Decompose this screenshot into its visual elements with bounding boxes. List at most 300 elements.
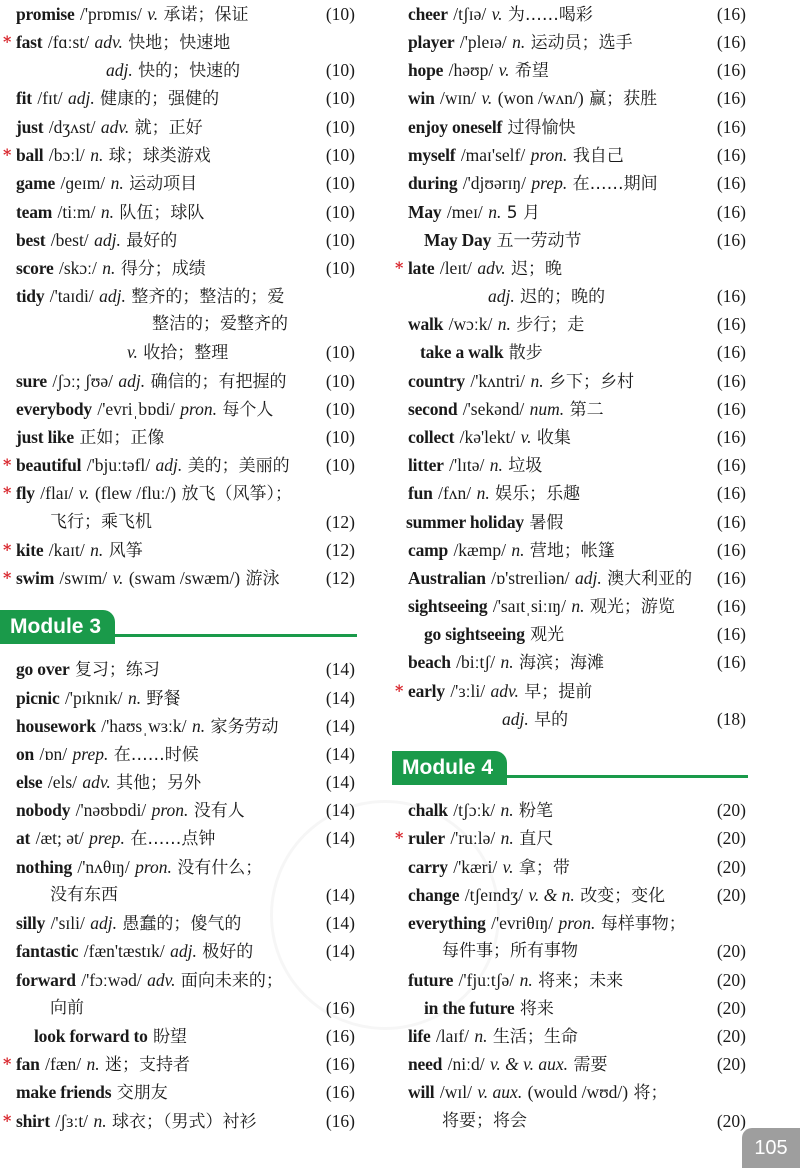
headword: take a walk <box>420 342 504 362</box>
headword: sure <box>16 371 47 391</box>
vocab-entry <box>16 367 370 395</box>
phonetic: /'prɒmɪs/ <box>79 4 142 24</box>
key-word-star-icon: * <box>3 1054 12 1073</box>
phonetic: /fɑːst/ <box>47 32 90 52</box>
headword: shirt <box>16 1111 51 1131</box>
module-3-rule <box>100 634 357 637</box>
module-4-rule <box>492 775 748 778</box>
headword: picnic <box>16 688 60 708</box>
part-of-speech: n. <box>110 173 124 193</box>
phonetic: /tiːm/ <box>57 202 96 222</box>
page-ref: (14) <box>325 828 355 848</box>
vocab-entry <box>16 226 370 254</box>
chinese-meaning: 需要 <box>573 1055 608 1075</box>
chinese-meaning: 最好的 <box>126 231 178 251</box>
headword: future <box>408 970 454 990</box>
page-ref: (16) <box>716 60 746 80</box>
headword: player <box>408 32 455 52</box>
part-of-speech: v. <box>491 4 503 24</box>
phonetic: /tʃɔːk/ <box>453 800 496 820</box>
page-ref: (14) <box>325 659 355 679</box>
chinese-meaning: 风筝 <box>108 541 143 561</box>
phonetic: /niːd/ <box>447 1054 485 1074</box>
phonetic: /ɒ'streɪliən/ <box>491 568 570 588</box>
phonetic: /leɪt/ <box>439 258 472 278</box>
past-form: (swam /swæm/) <box>128 568 241 588</box>
vocab-entry <box>408 395 762 423</box>
part-of-speech: v. <box>498 60 510 80</box>
vocab-entry <box>408 796 762 824</box>
module-4-title: Module 4 <box>392 751 507 785</box>
part-of-speech: v. & n. <box>528 885 575 905</box>
phonetic: /meɪ/ <box>446 202 483 222</box>
phonetic: /'kæri/ <box>453 857 498 877</box>
past-form: (would /wʊd/) <box>527 1082 629 1102</box>
vocab-entry <box>3 536 370 564</box>
headword: kite <box>16 540 44 560</box>
headword: just <box>16 117 44 137</box>
phonetic: /fæn/ <box>45 1054 82 1074</box>
chinese-meaning: 游泳 <box>245 569 280 589</box>
phonetic: /fɪt/ <box>37 88 63 108</box>
vocab-entry <box>16 740 370 768</box>
page-ref: (10) <box>325 117 355 137</box>
chinese-meaning: 承诺；保证 <box>163 5 249 25</box>
chinese-meaning: 将来 <box>519 999 554 1019</box>
vocab-entry <box>16 0 370 28</box>
chinese-meaning: 愚蠢的；傻气的 <box>122 914 242 934</box>
module-3-header <box>0 610 360 644</box>
part-of-speech: n. <box>488 202 502 222</box>
vocab-entry <box>488 282 762 310</box>
headword: fun <box>408 483 433 503</box>
vocab-entry <box>16 395 370 423</box>
phonetic: /'pɪknɪk/ <box>64 688 123 708</box>
headword: fly <box>16 483 35 503</box>
chinese-meaning: 步行；走 <box>516 315 585 335</box>
part-of-speech: v. <box>147 4 159 24</box>
chinese-meaning: 为……喝彩 <box>507 5 593 25</box>
chinese-meaning: 放飞（风筝）； <box>181 484 293 504</box>
part-of-speech: pron. <box>558 913 596 933</box>
page-ref: (10) <box>325 4 355 24</box>
chinese-meaning: 生活；生命 <box>492 1027 578 1047</box>
headword: walk <box>408 314 444 334</box>
page-number: 105 <box>742 1128 800 1168</box>
chinese-meaning: 赢；获胜 <box>589 89 658 109</box>
phonetic: /'evriθɪŋ/ <box>491 913 554 933</box>
page-ref: (16) <box>716 314 746 334</box>
phonetic: /dʒʌst/ <box>48 117 96 137</box>
vocab-entry <box>106 56 370 84</box>
part-of-speech: adj. <box>99 286 126 306</box>
part-of-speech: pron. <box>530 145 568 165</box>
vocab-entry <box>408 451 762 479</box>
vocab-entry <box>3 28 370 56</box>
chinese-meaning: 运动项目 <box>129 174 198 194</box>
headword: best <box>16 230 46 250</box>
vocab-entry <box>408 881 762 909</box>
phonetic: /tʃɪə/ <box>453 4 487 24</box>
phonetic: /'fjuːtʃə/ <box>458 970 515 990</box>
headword: fantastic <box>16 941 79 961</box>
page-ref: (12) <box>325 540 355 560</box>
phonetic: /wɪn/ <box>440 88 477 108</box>
module-4-header <box>392 751 752 785</box>
page-ref: (10) <box>325 427 355 447</box>
headword: chalk <box>408 800 448 820</box>
chinese-meaning: 就；正好 <box>134 118 203 138</box>
part-of-speech: adv. <box>94 32 123 52</box>
vocab-entry <box>408 423 762 451</box>
chinese-meaning: 野餐 <box>146 689 181 709</box>
page-ref: (16) <box>716 624 746 644</box>
headword: at <box>16 828 31 848</box>
key-word-star-icon: * <box>3 568 12 587</box>
headword: ball <box>16 145 44 165</box>
part-of-speech: n. <box>519 970 533 990</box>
vocab-entry <box>424 620 762 648</box>
part-of-speech: n. <box>93 1111 107 1131</box>
headword: May Day <box>424 230 492 250</box>
part-of-speech: n. <box>102 258 116 278</box>
part-of-speech: adj. <box>90 913 117 933</box>
vocab-entry <box>408 56 762 84</box>
headword: early <box>408 681 445 701</box>
phonetic: /swɪm/ <box>59 568 108 588</box>
part-of-speech: adv. <box>100 117 130 137</box>
vocab-entry <box>3 1050 370 1078</box>
phonetic: /kaɪt/ <box>48 540 85 560</box>
vocab-entry <box>16 169 370 197</box>
part-of-speech: n. <box>100 202 114 222</box>
part-of-speech: n. <box>489 455 503 475</box>
chinese-meaning: 确信的；有把握的 <box>150 372 287 392</box>
page-ref: (10) <box>325 145 355 165</box>
past-form: (won /wʌn/) <box>497 88 584 108</box>
chinese-meaning: 在……时候 <box>113 745 199 765</box>
chinese-meaning: 早；提前 <box>524 682 593 702</box>
headword: life <box>408 1026 431 1046</box>
headword: on <box>16 744 35 764</box>
page-ref: (14) <box>325 688 355 708</box>
page-ref: (16) <box>716 202 746 222</box>
chinese-meaning: 每个人 <box>222 400 274 420</box>
vocab-entry <box>424 226 762 254</box>
vocab-entry <box>408 28 762 56</box>
vocab-entry <box>16 198 370 226</box>
phonetic: /skɔː/ <box>58 258 97 278</box>
chinese-meaning: 整齐的；整洁的；爱 <box>131 287 285 307</box>
part-of-speech: adj. <box>118 371 146 391</box>
headword: just like <box>16 427 74 447</box>
chinese-meaning: 希望 <box>514 61 549 81</box>
headword: game <box>16 173 56 193</box>
phonetic: /'bjuːtəfl/ <box>86 455 151 475</box>
page-ref: (10) <box>325 455 355 475</box>
page-ref: (16) <box>325 1082 355 1102</box>
chinese-meaning: 营地；帐篷 <box>529 541 615 561</box>
headword: look forward to <box>34 1026 148 1046</box>
chinese-meaning: 海滨；海滩 <box>519 653 604 673</box>
chinese-meaning: 盼望 <box>153 1027 188 1047</box>
phonetic: /'kʌntri/ <box>470 371 526 391</box>
phonetic: /wɪl/ <box>439 1082 472 1102</box>
headword: team <box>16 202 53 222</box>
headword: everybody <box>16 399 92 419</box>
page-ref: (16) <box>716 4 746 24</box>
vocab-entry <box>395 824 762 852</box>
page-ref: (10) <box>325 88 355 108</box>
page-ref: (12) <box>325 568 355 588</box>
headword: fan <box>16 1054 40 1074</box>
phonetic: /ɡeɪm/ <box>60 173 106 193</box>
page-ref: (16) <box>716 286 746 306</box>
vocab-entry <box>408 853 762 881</box>
key-word-star-icon: * <box>3 145 12 164</box>
headword: in the future <box>424 998 515 1018</box>
phonetic: /wɔːk/ <box>448 314 493 334</box>
vocab-entry <box>408 113 762 141</box>
page-ref: (20) <box>716 1111 746 1131</box>
vocab-entry <box>3 564 370 592</box>
headword: change <box>408 885 460 905</box>
part-of-speech: num. <box>529 399 565 419</box>
vocab-entry <box>408 310 762 338</box>
page-ref: (16) <box>716 371 746 391</box>
chinese-meaning: 澳大利亚的 <box>607 569 693 589</box>
vocab-entry <box>424 994 762 1022</box>
part-of-speech: v. <box>481 88 493 108</box>
vocab-entry <box>16 1078 370 1106</box>
headword: nothing <box>16 857 72 877</box>
chinese-meaning: 健康的；强健的 <box>100 89 220 109</box>
vocab-entry <box>50 994 370 1022</box>
module-3-title: Module 3 <box>0 610 115 644</box>
chinese-meaning: 散步 <box>508 343 543 363</box>
page-ref: (14) <box>325 885 355 905</box>
phonetic: /'evriˌbɒdi/ <box>97 399 175 419</box>
phonetic: /maɪ'self/ <box>460 145 526 165</box>
part-of-speech: n. <box>511 540 525 560</box>
chinese-meaning: 面向未来的； <box>180 971 283 991</box>
part-of-speech: n. <box>497 314 511 334</box>
vocab-entry <box>127 338 370 366</box>
vocab-entry <box>16 423 370 451</box>
page-ref: (10) <box>325 399 355 419</box>
part-of-speech: v. & v. aux. <box>489 1054 569 1074</box>
part-of-speech: adj. <box>170 941 197 961</box>
chinese-meaning: 观光 <box>530 625 565 645</box>
part-of-speech: n. <box>500 652 514 672</box>
headword: fast <box>16 32 43 52</box>
headword: will <box>408 1082 435 1102</box>
phonetic: /ʃɜːt/ <box>55 1111 89 1131</box>
vocab-entry <box>408 1022 762 1050</box>
key-word-star-icon: * <box>3 483 12 502</box>
phonetic: /'taɪdi/ <box>49 286 94 306</box>
headword: country <box>408 371 465 391</box>
chinese-meaning: 运动员；选手 <box>530 33 633 53</box>
chinese-meaning: 快地；快速地 <box>128 33 231 53</box>
page-ref: (14) <box>325 716 355 736</box>
vocab-entry <box>16 84 370 112</box>
phonetic: /biːtʃ/ <box>456 652 496 672</box>
chinese-meaning: 每样事物； <box>600 914 686 934</box>
headword: second <box>408 399 458 419</box>
headword: late <box>408 258 435 278</box>
headword: hope <box>408 60 444 80</box>
phonetic: /'fɔːwəd/ <box>81 970 142 990</box>
page-ref: (14) <box>325 772 355 792</box>
page-ref: (14) <box>325 744 355 764</box>
chinese-meaning: 每件事；所有事物 <box>442 941 578 961</box>
phonetic: /fʌn/ <box>438 483 472 503</box>
headword: beautiful <box>16 455 82 475</box>
phonetic: /best/ <box>50 230 89 250</box>
phonetic: /ɒn/ <box>39 744 68 764</box>
page-ref: (16) <box>716 173 746 193</box>
vocab-entry <box>395 254 762 282</box>
phonetic: /ʃɔː; ʃʊə/ <box>52 371 113 391</box>
phonetic: /'djʊərɪŋ/ <box>462 173 527 193</box>
phonetic: /els/ <box>47 772 77 792</box>
chinese-meaning: 在……期间 <box>572 174 658 194</box>
page-ref: (16) <box>716 512 746 532</box>
part-of-speech: adj. <box>106 60 133 80</box>
headword: carry <box>408 857 448 877</box>
headword: need <box>408 1054 443 1074</box>
vocab-entry <box>420 338 762 366</box>
page-ref: (10) <box>325 173 355 193</box>
headword: else <box>16 772 43 792</box>
part-of-speech: n. <box>530 371 544 391</box>
part-of-speech: n. <box>474 1026 488 1046</box>
page-ref: (18) <box>716 709 746 729</box>
chinese-meaning: 球；球类游戏 <box>108 146 211 166</box>
page-ref: (20) <box>716 857 746 877</box>
headword: beach <box>408 652 451 672</box>
vocab-entry <box>16 937 370 965</box>
phonetic: /kæmp/ <box>453 540 506 560</box>
part-of-speech: adj. <box>155 455 183 475</box>
part-of-speech: v. <box>520 427 532 447</box>
part-of-speech: v. <box>112 568 124 588</box>
phonetic: /æt; ət/ <box>35 828 84 848</box>
part-of-speech: prep. <box>89 828 125 848</box>
headword: cheer <box>408 4 448 24</box>
vocab-entry <box>152 310 370 338</box>
page-ref: (20) <box>716 828 746 848</box>
vocab-entry <box>395 677 762 705</box>
phonetic: /kə'lekt/ <box>459 427 516 447</box>
part-of-speech: adj. <box>502 709 529 729</box>
part-of-speech: n. <box>500 800 514 820</box>
page-ref: (16) <box>716 342 746 362</box>
page-ref: (20) <box>716 885 746 905</box>
vocab-entry <box>16 282 370 310</box>
page-ref: (10) <box>325 202 355 222</box>
page-ref: (10) <box>325 258 355 278</box>
page-ref: (16) <box>716 568 746 588</box>
key-word-star-icon: * <box>395 258 404 277</box>
vocab-entry <box>16 796 370 824</box>
vocab-entry <box>408 1078 762 1106</box>
key-word-star-icon: * <box>3 1111 12 1130</box>
part-of-speech: n. <box>127 688 142 708</box>
headword: enjoy oneself <box>408 117 503 137</box>
part-of-speech: v. <box>502 857 514 877</box>
chinese-meaning: 早的 <box>534 710 569 730</box>
phonetic: /bɔːl/ <box>48 145 85 165</box>
part-of-speech: v. aux. <box>477 1082 523 1102</box>
phonetic: /'nəʊbɒdi/ <box>75 800 147 820</box>
chinese-meaning: 交朋友 <box>116 1083 168 1103</box>
phonetic: /'ɜːli/ <box>450 681 486 701</box>
vocab-entry <box>408 367 762 395</box>
chinese-meaning: 美的；美丽的 <box>187 456 290 476</box>
part-of-speech: n. <box>86 1054 100 1074</box>
vocab-entry <box>3 1107 370 1135</box>
page-ref: (20) <box>716 1026 746 1046</box>
part-of-speech: prep. <box>531 173 568 193</box>
vocab-entry <box>408 564 762 592</box>
chinese-meaning: 5 月 <box>506 203 540 223</box>
phonetic: /'haʊsˌwɜːk/ <box>101 716 187 736</box>
page-ref: (16) <box>325 1026 355 1046</box>
vocab-entry <box>408 592 762 620</box>
chinese-meaning: 垃圾 <box>508 456 543 476</box>
part-of-speech: pron. <box>135 857 172 877</box>
page-ref: (16) <box>716 32 746 52</box>
chinese-meaning: 家务劳动 <box>210 717 279 737</box>
chinese-meaning: 没有东西 <box>50 885 118 905</box>
headword: collect <box>408 427 455 447</box>
vocab-entry <box>406 508 762 536</box>
chinese-meaning: 复习；练习 <box>74 660 160 680</box>
headword: tidy <box>16 286 45 306</box>
page-ref: (20) <box>716 998 746 1018</box>
vocab-entry <box>408 648 762 676</box>
headword: during <box>408 173 458 193</box>
part-of-speech: prep. <box>72 744 109 764</box>
page-ref: (20) <box>716 941 746 961</box>
phonetic: /laɪf/ <box>435 1026 469 1046</box>
headword: fit <box>16 88 32 108</box>
vocab-entry <box>16 853 370 881</box>
vocab-entry <box>16 768 370 796</box>
headword: sightseeing <box>408 596 488 616</box>
page-ref: (16) <box>716 483 746 503</box>
chinese-meaning: 将要；将会 <box>442 1111 527 1131</box>
headword: everything <box>408 913 486 933</box>
chinese-meaning: 在……点钟 <box>130 829 216 849</box>
key-word-star-icon: * <box>3 455 12 474</box>
page-ref: (16) <box>716 596 746 616</box>
key-word-star-icon: * <box>395 828 404 847</box>
page-ref: (20) <box>716 800 746 820</box>
headword: summer holiday <box>406 512 524 532</box>
part-of-speech: pron. <box>180 399 218 419</box>
part-of-speech: adv. <box>490 681 519 701</box>
headword: make friends <box>16 1082 112 1102</box>
phonetic: /'sɪli/ <box>50 913 85 933</box>
headword: housework <box>16 716 96 736</box>
key-word-star-icon: * <box>3 32 12 51</box>
past-form: (flew /fluː/) <box>94 483 177 503</box>
vocab-entry <box>16 712 370 740</box>
page-ref: (16) <box>716 455 746 475</box>
